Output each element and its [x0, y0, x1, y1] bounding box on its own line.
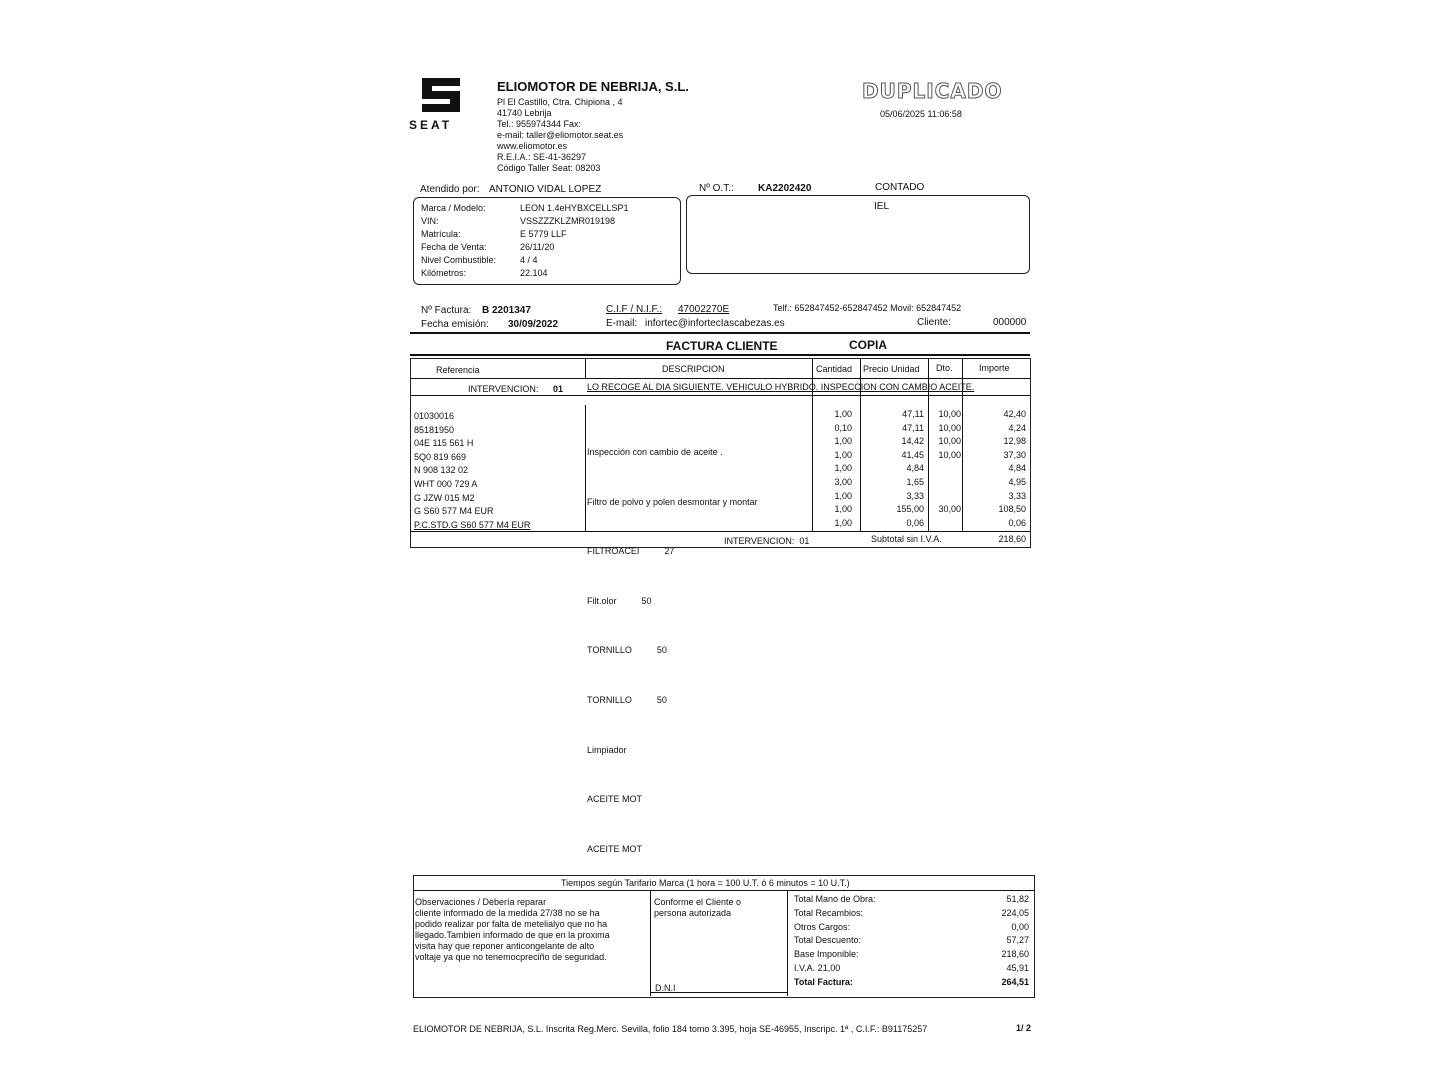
row-divider: [410, 395, 1030, 396]
dto-column: [930, 408, 961, 530]
copy-title: COPIA: [849, 338, 888, 352]
observation-line: voltaje ya que no tenemocpreciño de seguridad.: [415, 952, 607, 962]
total-value: 45,91: [1006, 962, 1029, 973]
table-row-amount: 12,98: [1003, 436, 1026, 447]
table-row-dto: [930, 490, 961, 504]
times-note: Tiempos según Tarifario Marca (1 hora = 100 U.T. ó 6 minutos = 10 U.T.): [561, 878, 850, 888]
table-row-ref: P.C.STD.G S60 577 M4 EUR: [414, 519, 531, 530]
vehicle-values: [520, 203, 629, 281]
table-row-qty: 1,00: [834, 504, 852, 515]
vehicle-labels: [421, 203, 496, 281]
table-row-dto: 30,00: [938, 504, 961, 515]
client-label: Cliente:: [917, 317, 951, 328]
table-row-ref: 85181950: [414, 424, 455, 435]
invoice-title: FACTURA CLIENTE: [666, 339, 778, 353]
table-row-dto: [930, 517, 961, 531]
intervention-number: 01: [553, 384, 564, 394]
attended-value: ANTONIO VIDAL LOPEZ: [489, 184, 602, 195]
order-label: Nº O.T.:: [699, 183, 734, 194]
attended-label: Atendido por:: [420, 184, 480, 195]
observations-title: Observaciones / Debería reparar: [415, 897, 547, 907]
table-row-amount: 37,30: [1003, 449, 1026, 460]
table-row-dto: 10,00: [938, 449, 961, 460]
phone-info: Telf.: 652847452-652847452 Movil: 652847452: [773, 303, 962, 313]
conformity: [654, 897, 741, 919]
divider: [410, 354, 1030, 356]
table-row-ref: 04E 115 561 H: [414, 438, 474, 449]
table-row-qty: 1,00: [834, 409, 852, 419]
vehicle-label: VIN:: [421, 216, 439, 226]
vehicle-fuel: 4 / 4: [520, 255, 538, 265]
table-row-price: 0,06: [906, 517, 924, 528]
total-label: Total Recambios:: [794, 907, 864, 918]
address-line: e-mail: taller@eliomotor.seat.es: [497, 130, 624, 140]
table-row-amount: 3,33: [1008, 490, 1026, 501]
stamp-datetime: 05/06/2025 11:06:58: [880, 109, 962, 119]
header-dto: Dto.: [936, 363, 953, 373]
order-number: KA2202420: [758, 183, 812, 194]
table-row-price: 14,42: [901, 436, 924, 447]
table-row-qty: 1,00: [834, 449, 852, 460]
table-row-desc: TORNILLO 50: [587, 645, 667, 656]
table-row-desc: FILTROACEI 27: [587, 546, 675, 557]
table-row-qty: 1,00: [834, 463, 852, 474]
logo-text: SEAT: [409, 118, 453, 132]
table-row-dto: 10,00: [938, 409, 961, 419]
total-value: 224,05: [1001, 907, 1029, 918]
vehicle-plate: E 5779 LLF: [520, 229, 567, 239]
qty-column: [814, 408, 852, 530]
table-row-qty: 1,00: [834, 436, 852, 447]
col-divider: [650, 891, 651, 996]
legal-footer: ELIOMOTOR DE NEBRIJA, S.L. Inscrita Reg.Merc. Sevilla, folio 184 tomo 3.395, hoja SE-46955, Inscripc. 1ª , C.I.F.: B91175257: [413, 1024, 928, 1034]
col-divider: [585, 358, 586, 378]
total-value: 0,00: [1011, 921, 1029, 932]
address-line: R.E.I.A.: SE-41-36297: [497, 152, 587, 162]
vehicle-label: Marca / Modelo:: [421, 203, 486, 213]
header-importe: Importe: [979, 363, 1010, 373]
table-row-dto: 10,00: [938, 436, 961, 447]
vehicle-label: Fecha de Venta:: [421, 242, 487, 252]
vehicle-label: Kilómetros:: [421, 268, 467, 278]
address-line: 41740 Lebrija: [497, 108, 552, 118]
duplicado-stamp: DUPLICADO: [862, 79, 1003, 103]
total-label: Base Imponible:: [794, 949, 859, 960]
table-row-desc: ACEITE MOT: [587, 843, 643, 854]
row-divider: [413, 890, 1034, 891]
header-referencia: Referencia: [436, 365, 480, 375]
total-label: Otros Cargos:: [794, 921, 851, 932]
table-row-price: 3,33: [906, 490, 924, 501]
desc-column: [587, 410, 811, 874]
table-row-desc: ACEITE MOT: [587, 794, 643, 805]
invoice-date: 30/09/2022: [508, 319, 559, 330]
table-row-ref: N 908 132 02: [414, 465, 469, 476]
table-row-price: 41,45: [901, 449, 924, 460]
grand-total-label: Total Factura:: [794, 976, 853, 987]
total-label: Total Descuento:: [794, 935, 862, 946]
address-line: Código Taller Seat: 08203: [497, 163, 601, 173]
table-row-amount: 4,24: [1008, 422, 1026, 433]
ref-column: [414, 410, 584, 532]
grand-total-value: 264,51: [1001, 976, 1029, 987]
page-number: 1/ 2: [1016, 1023, 1032, 1033]
table-row-ref: 01030016: [414, 411, 455, 421]
total-label: I.V.A. 21,00: [794, 962, 841, 973]
table-row-ref: G S60 577 M4 EUR: [414, 506, 494, 517]
observation-line: visita hay que reponer anticongelante de alto: [415, 941, 595, 951]
footer-intervention: INTERVENCION: 01: [724, 536, 810, 546]
table-row-desc: TORNILLO 50: [587, 694, 667, 705]
table-row-dto: 10,00: [938, 422, 961, 433]
table-row-qty: 1,00: [834, 490, 852, 501]
totals-values: [970, 894, 1029, 991]
vehicle-label: Nivel Combustible:: [421, 255, 497, 265]
dni-label: D.N.I: [655, 983, 676, 993]
table-row-amount: 0,06: [1008, 517, 1026, 528]
invoice-date-label: Fecha emisión:: [421, 319, 489, 330]
cif-label: C.I.F / N.I.F.:: [606, 304, 663, 315]
table-row-ref: G JZW 015 M2: [414, 492, 475, 503]
table-row-amount: 4,95: [1008, 476, 1026, 487]
subtotal-value: 218,60: [998, 534, 1026, 544]
vehicle-sale-date: 26/11/20: [520, 242, 555, 252]
header-cantidad: Cantidad: [816, 364, 853, 374]
table-row-desc: Filt.olor 50: [587, 595, 652, 606]
invoice-number-label: Nº Factura:: [421, 305, 472, 316]
company-name: ELIOMOTOR DE NEBRIJA, S.L.: [497, 79, 689, 94]
totals-labels: [794, 894, 876, 991]
table-row-price: 155,00: [896, 504, 924, 515]
vehicle-label: Matrícula:: [421, 229, 461, 239]
subtotal-label: Subtotal sin I.V.A.: [871, 534, 942, 544]
conformity-line: persona autorizada: [654, 908, 732, 918]
vehicle-km: 22.104: [520, 268, 548, 278]
address-line: Pl El Castillo, Ctra. Chipiona , 4: [497, 97, 623, 107]
intervention-label: INTERVENCION:: [468, 384, 539, 394]
table-row-ref: 5Q0 819 669: [414, 451, 467, 462]
col-divider: [787, 891, 788, 996]
total-label: Total Mano de Obra:: [794, 894, 876, 904]
total-value: 218,60: [1001, 949, 1029, 960]
vehicle-vin: VSSZZZKLZMR019198: [520, 216, 616, 226]
email-value: infortec@infortecIascabezas.es: [645, 318, 785, 329]
table-row-amount: 42,40: [1003, 409, 1026, 419]
table-row-dto: [930, 462, 961, 476]
header-descripcion: DESCRIPCION: [662, 364, 725, 374]
row-divider: [410, 378, 1030, 379]
payment-type: CONTADO: [875, 182, 925, 193]
col-divider: [585, 405, 586, 531]
email-label: E-mail:: [606, 318, 638, 329]
divider: [410, 332, 1030, 334]
conformity-line: Conforme el Cliente o: [654, 897, 742, 907]
table-row-desc: Inspección con cambio de aceite .: [587, 447, 723, 457]
vehicle-model: LEON 1.4eHYBXCELLSP1: [520, 203, 629, 213]
total-value: 51,82: [1006, 894, 1029, 904]
table-row-qty: 1,00: [834, 517, 852, 528]
table-row-ref: WHT 000 729 A: [414, 478, 478, 489]
table-row-amount: 4,84: [1008, 463, 1026, 474]
header-precio: Precio Unidad: [863, 364, 920, 374]
invoice-number: B 2201347: [482, 305, 531, 316]
intervention-description: LO RECOGE AL DIA SIGUIENTE. VEHICULO HYBRIDO. INSPECCION CON CAMBIO ACEITE.: [587, 382, 975, 392]
table-row-price: 1,65: [906, 476, 924, 487]
customer-name: IEL: [874, 201, 890, 212]
seat-logo: [422, 78, 462, 114]
total-value: 57,27: [1006, 935, 1029, 946]
cif-value: 47002270E: [678, 304, 730, 315]
address-line: Tel.: 955974344 Fax:: [497, 119, 582, 129]
customer-box: [686, 195, 1030, 274]
observation-line: llegado.Tambien informado de que en la proxima: [415, 930, 610, 940]
observation-line: podido realizar por falta de metelialyo que no ha: [415, 919, 608, 929]
table-row-dto: [930, 476, 961, 490]
table-row-price: 4,84: [906, 463, 924, 474]
price-column: [862, 408, 924, 530]
observation-line: cliente informado de la medida 27/38 no se ha: [415, 908, 600, 918]
observations: [415, 897, 610, 963]
address-line: www.eliomotor.es: [497, 141, 568, 151]
amount-column: [964, 408, 1026, 530]
table-row-qty: 3,00: [834, 476, 852, 487]
table-row-desc: Limpiador: [587, 744, 627, 755]
table-row-price: 47,11: [902, 409, 924, 419]
company-address: [497, 97, 623, 174]
table-row-qty: 0,10: [834, 422, 852, 433]
table-row-price: 47,11: [902, 422, 924, 433]
table-row-desc: Filtro de polvo y polen desmontar y montar: [587, 496, 758, 507]
client-number: 000000: [993, 317, 1027, 328]
table-row-amount: 108,50: [998, 504, 1026, 515]
